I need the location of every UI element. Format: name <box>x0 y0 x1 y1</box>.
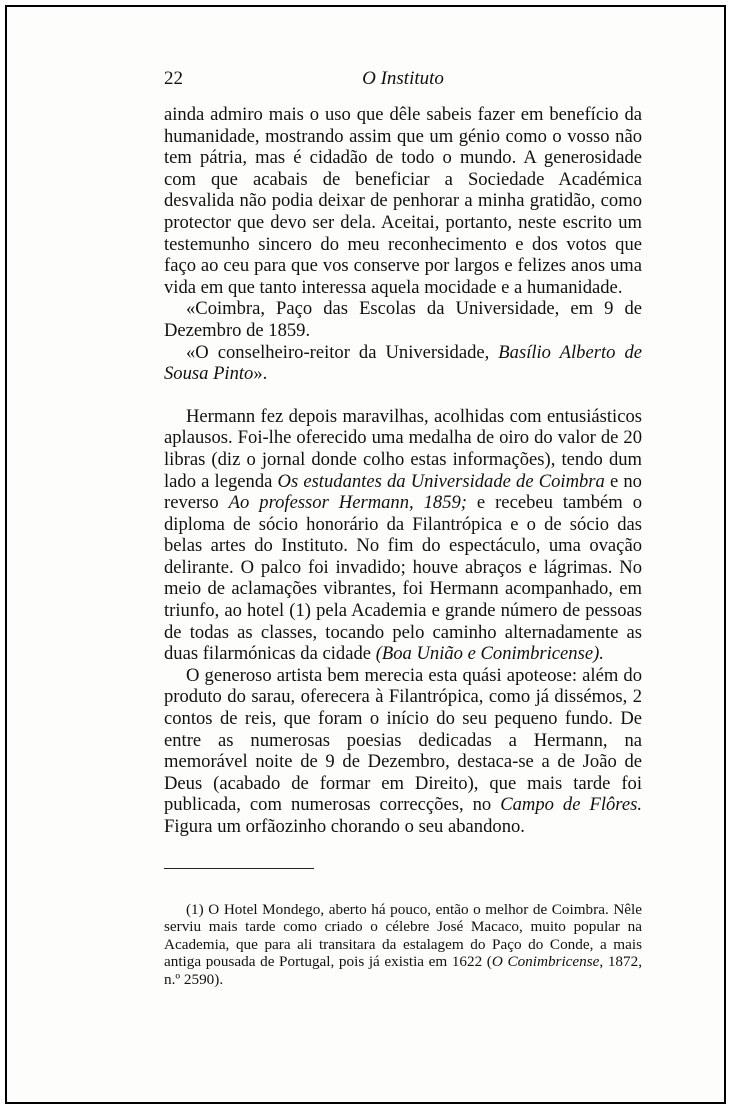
paragraph-signature: «O conselheiro-reitor da Universidade, Basílio Alberto de Sousa Pinto». <box>164 341 642 385</box>
page-header <box>164 62 642 92</box>
book-page <box>164 62 642 1004</box>
body-text <box>164 104 642 838</box>
paragraph-apotheosis: O generoso artista bem merecia esta quási apoteose: além do produto do sarau, oferecera à Filantrópica, como já dissémos, 2 contos de reis, que foram o início do seu pequeno fundo. De entre as numerosas poesias dedicadas a Hermann, na memorável noite de 9 de Dezembro, destaca-se a de João de Deus (acabado de formar em Direito), que mais tarde foi publicada, com numerosas correcções, no Campo de Flôres. Figura um orfãozinho chorando o seu abandono. <box>164 664 642 837</box>
footnote: (1) O Hotel Mondego, aberto há pouco, então o melhor de Coimbra. Nêle serviu mais tarde como criado o célebre José Macaco, muito popular na Academia, que para ali transitara da estalagem do Paço do Conde, a mais antiga pousada de Portugal, pois já existia em 1622 (O Conimbricense, 1872, n.º 2590). <box>164 900 642 988</box>
footnote-divider <box>164 868 314 869</box>
paragraph-hermann: Hermann fez depois maravilhas, acolhidas com entusiásticos aplausos. Foi-lhe oferecido uma medalha de oiro do valor de 20 libras (diz o jornal donde colho estas informações), tendo dum lado a legenda Os estudantes da Universidade de Coimbra e no reverso Ao professor Hermann, 1859; e recebeu também o diploma de sócio honorário da Filantrópica e o de sócio das belas artes do Instituto. No fim do espectáculo, uma ovação delirante. O palco foi invadido; houve abraços e lágrimas. No meio de aclamações vibrantes, foi Hermann acompanhado, em triunfo, ao hotel (1) pela Academia e grande número de pessoas de todas as classes, tocando pelo caminho alternadamente as duas filarmónicas da cidade (Boa União e Conimbricense). <box>164 405 642 665</box>
paragraph-dateline: «Coimbra, Paço das Escolas da Universidade, em 9 de Dezembro de 1859. <box>164 298 642 341</box>
page-number: 22 <box>164 68 183 89</box>
running-title: O Instituto <box>362 68 444 89</box>
paragraph-letter-end: ainda admiro mais o uso que dêle sabeis fazer em benefício da humanidade, mostrando assim que um génio como o vosso não tem pátria, mas é cidadão de todo o mundo. A generosidade com que acabais de beneficiar a Sociedade Académica desvalida não podia deixar de penhorar a minha gratidão, como protector que devo ser dela. Aceitai, portanto, neste escrito um testemunho sincero do meu reconhecimento e dos votos que faço ao ceu para que vos conserve por largos e felizes anos uma vida em que tanto interessa aquela mocidade e a humanidade. <box>164 104 642 298</box>
